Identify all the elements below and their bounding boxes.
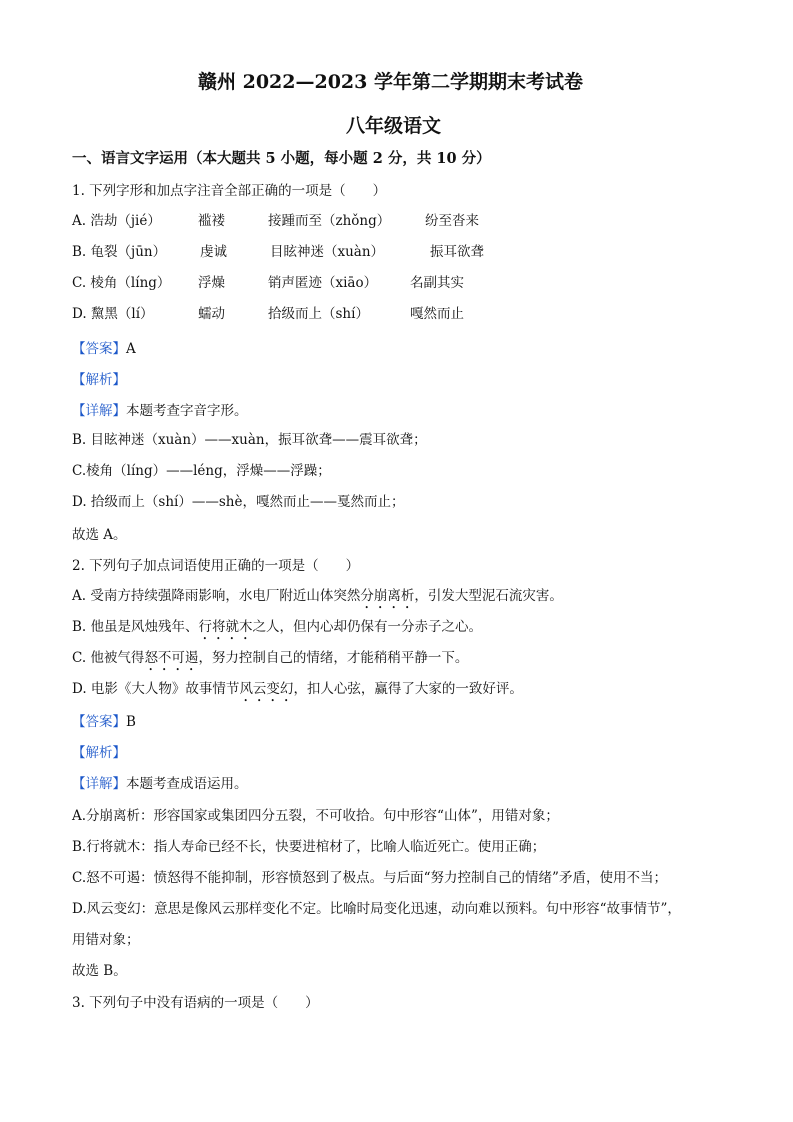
q1-option-a-col3: 接踵而至（zhǒng） [268,213,391,229]
option-text: ，努力控制自己的情绪，才能稍稍平静一下。 [198,650,469,666]
answer-tag: 【答案】 [72,341,126,357]
q1-option-c-col4: 名副其实 [410,275,464,291]
option-text: ，扣人心弦，赢得了大家的一致好评。 [293,681,523,697]
q2-option-a [72,587,563,612]
q2-option-c [72,649,468,674]
q1-option-b-col3: 目眩神迷（xuàn） [270,244,385,260]
option-text: D. 电影《大人物》故事情节 [72,681,240,697]
q1-conclusion: 故选 A。 [72,527,127,543]
question-2-stem: 2. 下列句子加点词语使用正确的一项是（ ） [72,558,360,574]
q1-option-c-col2: 浮燥 [198,275,225,291]
q1-option-d-col1: D. 黧黑（lí） [72,306,154,322]
answer-value: A [126,341,136,357]
dotted-phrase: 行将就木 [198,619,253,635]
q2-analysis-line: A.分崩离析：形容国家或集团四分五裂，不可收拾。句中形容“山体”，用错对象； [72,808,559,824]
detail-text: 本题考查字音字形。 [126,403,248,419]
detail-text: 本题考查成语运用。 [126,776,248,792]
q2-analysis-tag: 【解析】 [72,745,126,761]
q1-analysis-line: C.棱角（líng）——léng，浮燥——浮躁； [72,463,331,479]
q2-option-b [72,618,482,643]
answer-value: B [126,714,136,730]
q2-option-d [72,680,523,705]
q1-option-d-col2: 蠕动 [198,306,225,322]
q1-option-b-col2: 虔诚 [200,244,227,260]
question-3-stem: 3. 下列句子中没有语病的一项是（ ） [72,995,319,1011]
q2-answer [72,713,136,731]
q2-analysis-line: C.怒不可遏：愤怒得不能抑制，形容愤怒到了极点。与后面“努力控制自己的情绪”矛盾，使用不当； [72,870,667,886]
q1-option-d-col4: 嘎然而止 [410,306,464,322]
q2-detail [72,775,248,793]
q1-option-d-col3: 拾级而上（shí） [268,306,369,322]
option-text: B. 他虽是风烛残年、 [72,619,199,635]
option-text: C. 他被气得 [72,650,145,666]
page-title: 赣州 2022—2023 学年第二学期期末考试卷 [198,71,583,93]
q1-analysis-tag: 【解析】 [72,372,126,388]
option-text: ，引发大型泥石流灾害。 [414,588,563,604]
option-text: 之人，但内心却仍保有一分赤子之心。 [252,619,483,635]
q2-analysis-line: 用错对象； [72,932,140,948]
q1-analysis-line: B. 目眩神迷（xuàn）——xuàn，振耳欲聋——震耳欲聋； [72,432,427,448]
page-subtitle: 八年级语文 [346,115,442,137]
q1-option-c-col1: C. 棱角（líng） [72,275,171,291]
q1-analysis-line: D. 拾级而上（shí）——shè，嘎然而止——戛然而止； [72,494,405,510]
q2-analysis-line: B.行将就木：指人寿命已经不长，快要进棺材了，比喻人临近死亡。使用正确； [72,839,546,855]
option-text: A. 受南方持续强降雨影响，水电厂附近山体突然 [72,588,361,604]
dotted-phrase: 风云变幻 [239,681,294,697]
q1-option-c-col3: 销声匿迹（xiāo） [268,275,378,291]
dotted-phrase: 怒不可遏 [144,650,199,666]
detail-tag: 【详解】 [72,776,126,792]
q1-option-b-col1: B. 龟裂（jūn） [72,244,167,260]
q1-detail [72,402,248,420]
q1-option-a-col1: A. 浩劫（jié） [72,213,161,229]
detail-tag: 【详解】 [72,403,126,419]
q1-option-a-col2: 褴褛 [198,213,225,229]
q1-answer [72,340,136,358]
q1-option-b-col4: 振耳欲聋 [430,244,484,260]
section-heading: 一、语言文字运用（本大题共 5 小题，每小题 2 分，共 10 分） [72,150,491,167]
question-1-stem: 1. 下列字形和加点字注音全部正确的一项是（ ） [72,183,387,199]
q2-analysis-line: D.风云变幻：意思是像风云那样变化不定。比喻时局变化迅速，动向难以预料。句中形容“故事情节”， [72,901,681,917]
answer-tag: 【答案】 [72,714,126,730]
q1-option-a-col4: 纷至沓来 [425,213,479,229]
dotted-phrase: 分崩离析 [360,588,415,604]
q2-conclusion: 故选 B。 [72,963,127,979]
